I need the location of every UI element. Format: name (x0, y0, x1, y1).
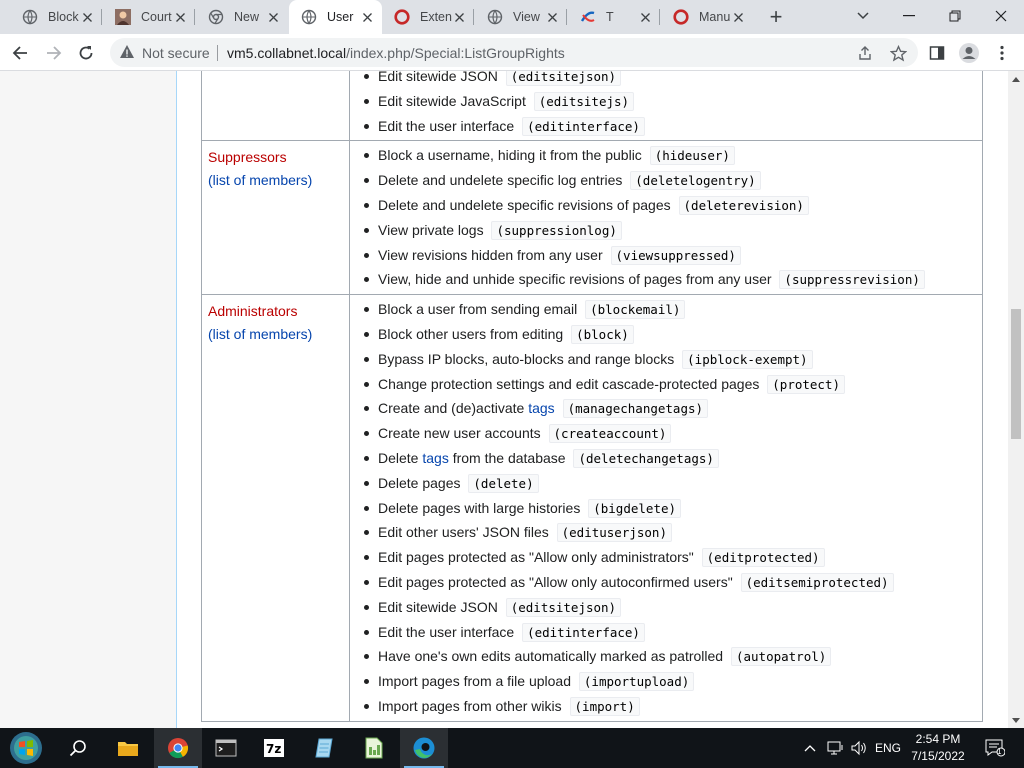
taskbar-notepad[interactable] (300, 728, 348, 768)
right-description-suffix: from the database (448, 449, 566, 466)
page-viewport (0, 71, 1008, 728)
list-of-members-link[interactable]: (list of members) (208, 326, 313, 343)
chrome-icon (167, 737, 189, 759)
taskbar-file-explorer[interactable] (104, 728, 152, 768)
right-item (362, 114, 976, 139)
list-of-members-link[interactable]: (list of members) (208, 172, 313, 189)
right-item (362, 520, 976, 545)
right-description: Delete (378, 449, 423, 466)
chrome-icon (208, 9, 224, 25)
close-icon[interactable] (638, 10, 652, 24)
clock-date: 7/15/2022 (911, 749, 965, 763)
chevron-down-icon (857, 12, 869, 20)
minimize-button[interactable] (886, 0, 932, 32)
close-icon[interactable] (545, 10, 559, 24)
chevron-up-icon (804, 744, 816, 752)
new-tab-button[interactable] (762, 3, 790, 31)
browser-tab[interactable] (382, 0, 474, 34)
right-item (362, 143, 976, 168)
opera-ring-icon (394, 9, 410, 25)
right-description: Edit pages protected as "Allow only autoconfirmed users" (378, 573, 733, 590)
tray-volume[interactable] (848, 728, 870, 768)
right-item (362, 669, 976, 694)
right-item (362, 168, 976, 193)
arrow-right-icon (46, 45, 62, 61)
right-item (362, 421, 976, 446)
right-description: Delete pages (378, 474, 461, 491)
right-code: (editsitejs) (534, 92, 634, 111)
close-window-button[interactable] (978, 0, 1024, 32)
globe-icon (487, 9, 503, 25)
rights-cell (350, 141, 983, 295)
tab-search-button[interactable] (840, 0, 886, 32)
tags-link[interactable]: tags (528, 400, 555, 417)
right-item (362, 297, 976, 322)
right-code: (delete) (468, 474, 538, 493)
browser-tab[interactable] (103, 0, 195, 34)
triangle-up-icon (1012, 77, 1020, 82)
right-code: (deleterevision) (679, 196, 809, 215)
close-icon[interactable] (80, 10, 94, 24)
right-description: Block other users from editing (378, 325, 564, 342)
right-description: View revisions hidden from any user (378, 246, 603, 263)
right-description: Change protection settings and edit cascade-protected pages (378, 375, 760, 392)
right-code: (ipblock-exempt) (682, 350, 812, 369)
right-description: Block a username, hiding it from the public (378, 147, 642, 164)
taskbar-chrome[interactable] (154, 728, 202, 768)
right-item (362, 71, 976, 89)
scroll-thumb[interactable] (1011, 309, 1021, 439)
warning-icon[interactable] (119, 44, 135, 60)
right-code: (edituserjson) (557, 523, 672, 542)
right-description: Import pages from other wikis (378, 697, 562, 714)
reload-icon (78, 45, 94, 61)
address-bar[interactable] (110, 38, 918, 67)
group-cell (202, 141, 350, 295)
right-code: (editsitejson) (506, 598, 621, 617)
minimize-icon (903, 15, 915, 17)
right-code: (suppressrevision) (779, 270, 924, 289)
right-description: Edit sitewide JavaScript (378, 92, 526, 109)
profile-button[interactable] (955, 39, 983, 67)
restore-button[interactable] (932, 0, 978, 32)
right-description: Edit the user interface (378, 623, 515, 640)
tab-separator (473, 9, 474, 25)
right-code: (import) (570, 697, 640, 716)
scroll-up-button[interactable] (1008, 71, 1024, 87)
globe-icon (301, 9, 317, 25)
tab-title: View (513, 10, 540, 24)
group-row (202, 141, 983, 295)
group-cell (202, 71, 350, 141)
rights-list (362, 297, 976, 719)
right-code: (hideuser) (650, 146, 735, 165)
right-item (362, 243, 976, 268)
start-button[interactable] (2, 728, 50, 768)
url-host: vm5.collabnet.local (227, 45, 347, 61)
spreadsheet-icon (364, 737, 384, 759)
volume-icon (850, 740, 868, 756)
avatar-icon (115, 9, 131, 25)
taskbar-7zip[interactable] (250, 728, 298, 768)
browser-tab[interactable] (289, 0, 382, 34)
taskbar-edge[interactable] (400, 728, 448, 768)
right-description: Import pages from a file upload (378, 673, 571, 690)
right-code: (editsitejson) (506, 71, 621, 86)
reload-button[interactable] (72, 39, 100, 67)
terminal-icon (215, 739, 237, 757)
menu-button[interactable] (988, 39, 1016, 67)
group-rights-table (201, 71, 983, 722)
swirl-icon (580, 9, 596, 25)
right-description: Block a user from sending email (378, 301, 578, 318)
tab-separator (659, 9, 660, 25)
tab-separator (566, 9, 567, 25)
rights-list (362, 71, 976, 138)
right-code: (block) (571, 325, 634, 344)
security-label[interactable]: Not secure (142, 45, 210, 61)
close-icon[interactable] (266, 10, 280, 24)
group-name-link[interactable]: Suppressors (208, 149, 287, 166)
right-item (362, 570, 976, 595)
close-icon[interactable] (360, 10, 374, 24)
tab-title: Manu (699, 10, 731, 24)
group-cell (202, 295, 350, 722)
right-description: View private logs (378, 221, 484, 238)
right-description: Edit sitewide JSON (378, 598, 498, 615)
taskbar (0, 728, 1024, 768)
network-icon (827, 740, 845, 756)
taskbar-terminal[interactable] (202, 728, 250, 768)
url-text[interactable] (227, 45, 565, 61)
side-panel-button[interactable] (923, 39, 951, 67)
tab-separator (101, 9, 102, 25)
bookmark-star-icon[interactable] (889, 44, 907, 62)
right-description: Delete and undelete specific revisions of pages (378, 196, 671, 213)
right-item (362, 89, 976, 114)
tab-title: Exten (420, 10, 452, 24)
start-orb-icon (8, 730, 44, 766)
tray-show-hidden[interactable] (800, 728, 820, 768)
right-description: Edit sitewide JSON (378, 71, 498, 84)
avatar-icon (958, 42, 980, 64)
right-item (362, 694, 976, 719)
right-description: Create and (de)activate (378, 400, 529, 417)
right-description: Edit the user interface (378, 117, 515, 134)
right-item (362, 496, 976, 521)
tab-title: T (606, 10, 614, 24)
svg-text:7z: 7z (266, 742, 282, 756)
right-item (362, 545, 976, 570)
right-item (362, 446, 976, 471)
right-code: (protect) (767, 375, 845, 394)
tray-language[interactable]: ENG (874, 741, 901, 755)
right-code: (editinterface) (522, 117, 645, 136)
search-button[interactable] (54, 728, 102, 768)
plus-icon: + (769, 4, 783, 29)
right-description: View, hide and unhide specific revisions of pages from any user (378, 271, 772, 288)
right-item (362, 347, 976, 372)
browser-tab[interactable] (475, 0, 567, 34)
tab-separator (194, 9, 195, 25)
url-path: /index.php/Special:ListGroupRights (346, 45, 565, 61)
tags-link[interactable]: tags (422, 449, 449, 466)
globe-icon (22, 9, 38, 25)
7zip-icon (263, 738, 285, 758)
rights-cell (350, 71, 983, 141)
right-item (362, 267, 976, 292)
action-center-button[interactable] (980, 728, 1010, 768)
group-row (202, 295, 983, 722)
share-icon[interactable] (856, 44, 874, 62)
notification-count: 1 (997, 747, 1002, 756)
right-item (362, 396, 976, 421)
edge-icon (412, 736, 436, 760)
right-description: Edit pages protected as "Allow only administrators" (378, 549, 694, 566)
right-code: (editsemiprotected) (741, 573, 894, 592)
restore-icon (949, 10, 961, 22)
browser-toolbar (0, 34, 1024, 71)
triangle-down-icon (1012, 718, 1020, 723)
right-code: (bigdelete) (588, 499, 681, 518)
close-icon (995, 10, 1007, 22)
tab-strip (0, 0, 1024, 34)
tab-title: User (327, 10, 354, 24)
right-item (362, 620, 976, 645)
side-panel-icon (929, 45, 945, 61)
file-explorer-icon (117, 739, 139, 757)
right-code: (importupload) (579, 672, 694, 691)
clock-time: 2:54 PM (915, 732, 961, 746)
close-icon[interactable] (452, 10, 466, 24)
rights-list (362, 143, 976, 292)
scroll-down-button[interactable] (1008, 712, 1024, 728)
right-code: (viewsuppressed) (611, 246, 741, 265)
opera-ring-icon (673, 9, 689, 25)
arrow-left-icon (12, 45, 28, 61)
browser-tab[interactable] (568, 0, 660, 34)
right-item (362, 471, 976, 496)
tray-clock[interactable] (906, 731, 970, 765)
search-icon (69, 739, 87, 757)
tab-title: New (234, 10, 260, 24)
notification-icon (985, 739, 1005, 757)
right-description: Delete pages with large histories (378, 499, 581, 516)
browser-tab[interactable] (661, 0, 753, 34)
close-icon[interactable] (731, 10, 745, 24)
right-code: (editprotected) (702, 548, 825, 567)
right-item (362, 322, 976, 347)
tab-title: Block (48, 10, 79, 24)
right-item (362, 595, 976, 620)
right-code: (managechangetags) (563, 399, 708, 418)
forward-button[interactable] (40, 39, 68, 67)
tab-title: Court (141, 10, 172, 24)
right-description: Create new user accounts (378, 425, 541, 442)
group-row (202, 71, 983, 141)
browser-tab[interactable] (10, 0, 102, 34)
right-code: (suppressionlog) (491, 221, 621, 240)
right-code: (deletechangetags) (573, 449, 718, 468)
notepad-icon (314, 737, 334, 759)
vertical-scrollbar[interactable] (1008, 71, 1024, 728)
close-icon[interactable] (173, 10, 187, 24)
rights-cell (350, 295, 983, 722)
right-description: Edit other users' JSON files (378, 524, 549, 541)
right-description: Have one's own edits automatically marked as patrolled (378, 648, 724, 665)
right-code: (autopatrol) (731, 647, 831, 666)
right-code: (editinterface) (522, 623, 645, 642)
right-code: (deletelogentry) (630, 171, 760, 190)
right-description: Bypass IP blocks, auto-blocks and range blocks (378, 350, 675, 367)
back-button[interactable] (6, 39, 34, 67)
right-code: (createaccount) (549, 424, 672, 443)
right-code: (blockemail) (585, 300, 685, 319)
omnibox-divider (217, 45, 218, 61)
kebab-menu-icon (1000, 45, 1004, 61)
right-item (362, 644, 976, 669)
right-item (362, 218, 976, 243)
right-item (362, 372, 976, 397)
right-item (362, 193, 976, 218)
taskbar-spreadsheet[interactable] (350, 728, 398, 768)
browser-tab[interactable] (196, 0, 288, 34)
right-description: Delete and undelete specific log entries (378, 172, 623, 189)
group-name-link[interactable]: Administrators (208, 303, 298, 320)
tray-network[interactable] (824, 728, 848, 768)
